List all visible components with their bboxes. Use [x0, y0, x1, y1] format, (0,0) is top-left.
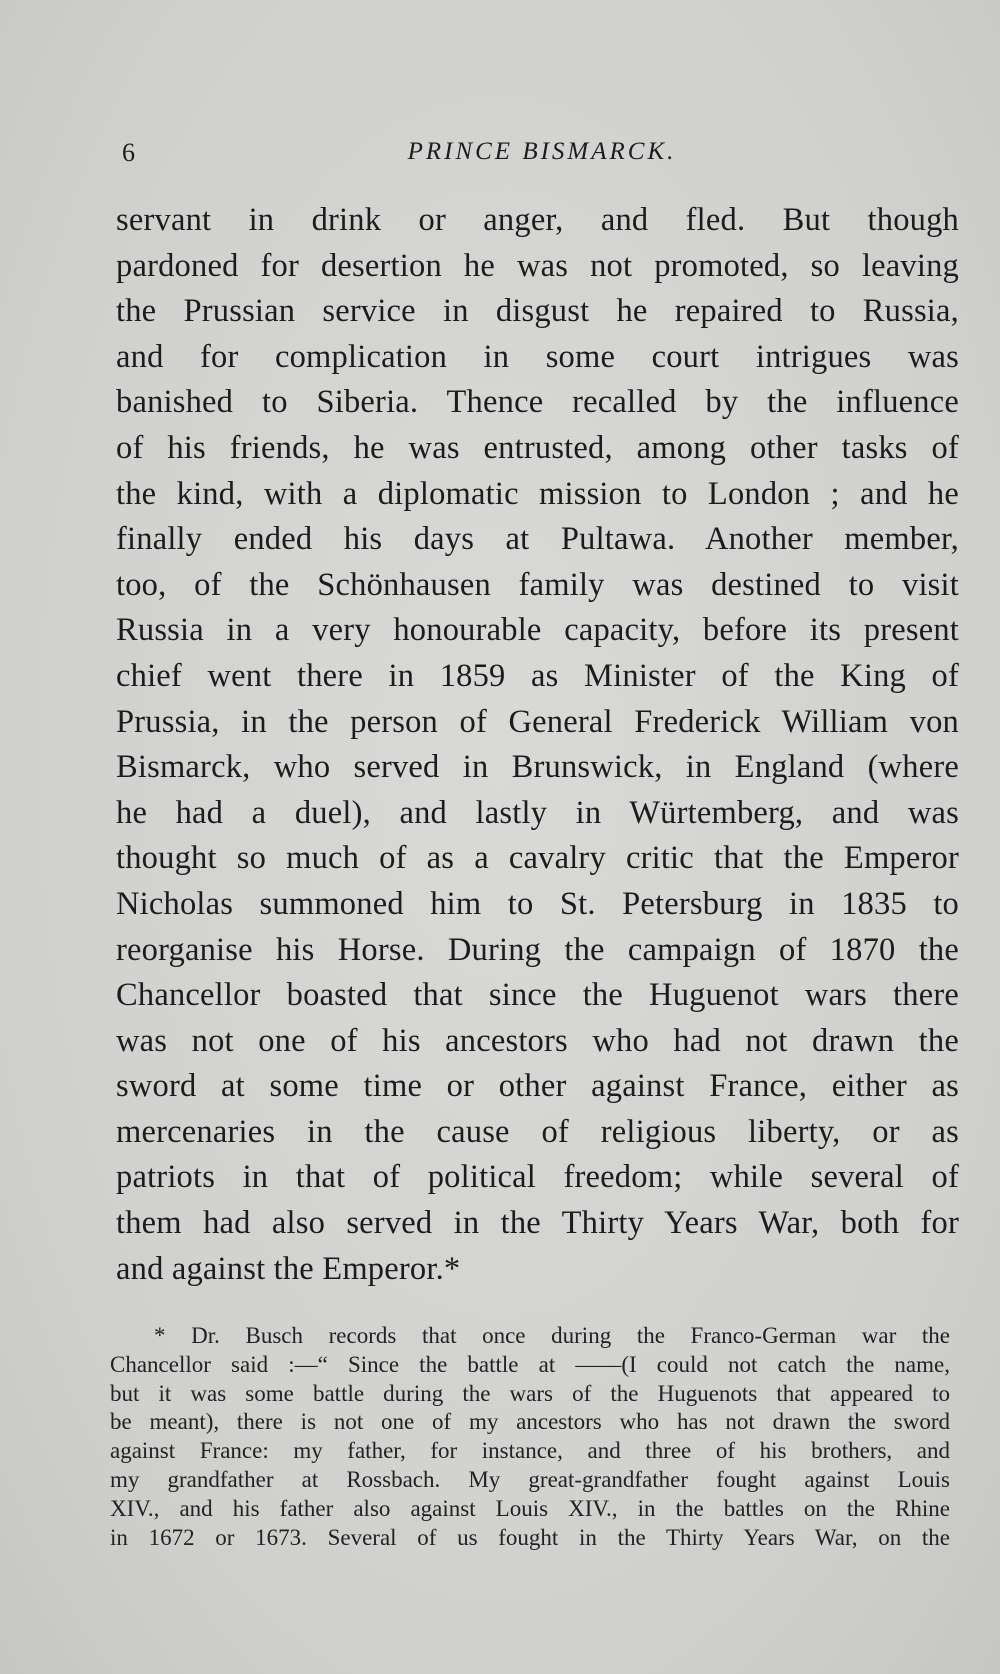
body-line: patriots in that of political freedom; while several of: [116, 1159, 959, 1196]
body-line: the Prussian service in disgust he repaired to Russia,: [116, 293, 959, 330]
running-title: PRINCE BISMARCK.: [407, 138, 677, 165]
body-line: servant in drink or anger, and fled. But though: [116, 202, 959, 238]
body-line: chief went there in 1859 as Minister of the King of: [116, 657, 959, 694]
body-line: he had a duel), and lastly in Würtemberg, and was: [116, 794, 959, 831]
body-line: Prussia, in the person of General Frederick William von: [116, 703, 959, 740]
body-line: Russia in a very honourable capacity, before its present: [116, 612, 959, 649]
body-line: banished to Siberia. Thence recalled by the influence: [116, 384, 959, 421]
footnote-line: XIV., and his father also against Louis XIV., in the battles on the Rhine: [110, 1495, 950, 1521]
body-line: pardoned for desertion he was not promoted, so leaving: [116, 247, 959, 284]
footnote-line: against France: my father, for instance, and three of his brothers, and: [110, 1438, 950, 1464]
body-line: them had also served in the Thirty Years War, both for: [116, 1205, 959, 1242]
body-line: and for complication in some court intrigues was: [116, 338, 959, 375]
footnote: [110, 1322, 950, 1552]
body-line: thought so much of as a cavalry critic that the Emperor: [116, 840, 959, 877]
body-line: finally ended his days at Pultawa. Another member,: [116, 521, 959, 558]
footnote-line: be meant), there is not one of my ancestors who has not drawn the sword: [110, 1409, 950, 1435]
body-line: of his friends, he was entrusted, among other tasks of: [116, 429, 959, 466]
body-line: and against the Emperor.*: [116, 1250, 461, 1287]
body-line: reorganise his Horse. During the campaign of 1870 the: [116, 931, 959, 968]
page-number: 6: [122, 138, 135, 167]
body-line: too, of the Schönhausen family was destined to visit: [116, 566, 959, 603]
footnote-line: * Dr. Busch records that once during the Franco-German war the: [154, 1323, 950, 1348]
footnote-line: Chancellor said :—“ Since the battle at ——(I could not catch the name,: [110, 1351, 950, 1377]
body-line: Nicholas summoned him to St. Petersburg in 1835 to: [116, 885, 959, 922]
body-line: the kind, with a diplomatic mission to London ; and he: [116, 475, 959, 512]
body-line: sword at some time or other against France, either as: [116, 1068, 959, 1105]
body-line: was not one of his ancestors who had not drawn the: [116, 1022, 959, 1059]
body-line: Chancellor boasted that since the Huguenot wars there: [116, 977, 959, 1014]
body-line: mercenaries in the cause of religious liberty, or as: [116, 1113, 959, 1150]
footnote-line: but it was some battle during the wars of the Huguenots that appeared to: [110, 1380, 950, 1406]
footnote-line: in 1672 or 1673. Several of us fought in the Thirty Years War, on the: [110, 1524, 950, 1550]
body-line: Bismarck, who served in Brunswick, in England (where: [116, 749, 959, 786]
body-paragraph: [116, 198, 959, 1292]
page-header: [122, 138, 962, 178]
footnote-line: my grandfather at Rossbach. My great-grandfather fought against Louis: [110, 1466, 950, 1492]
